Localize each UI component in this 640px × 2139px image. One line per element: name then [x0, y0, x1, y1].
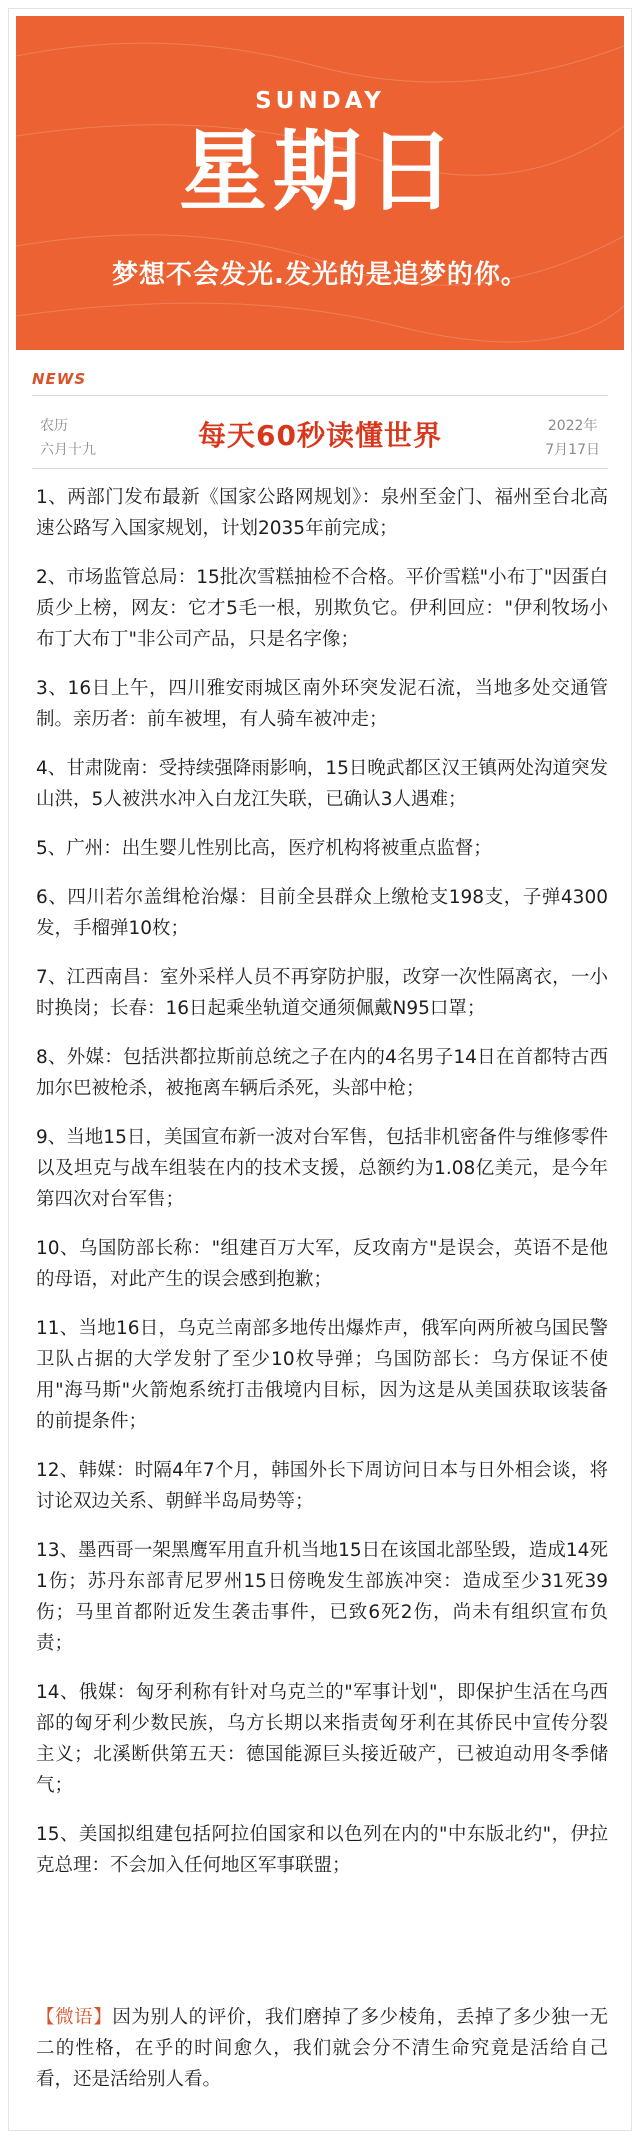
news-item: 4、甘肃陇南：受持续强降雨影响，15日晚武都区汉王镇两处沟道突发山洪，5人被洪水冲入白龙江失联，已确认3人遇难；	[36, 758, 608, 810]
news-item: 5、广州：出生婴儿性别比高，医疗机构将被重点监督；	[36, 838, 492, 859]
banner-slogan: 梦想不会发光.发光的是追梦的你。	[112, 260, 528, 290]
header-divider-bottom	[32, 468, 608, 469]
date-day: 7月17日	[545, 442, 600, 458]
news-item: 11、当地16日，乌克兰南部多地传出爆炸声，俄军向两所被乌国民警卫队占据的大学发射了至少10枚导弹；乌国防部长：乌方保证不使用"海马斯"火箭炮系统打击俄境内目标，因为这是从美国获取该装备的前提条件；	[36, 1318, 608, 1432]
news-item: 1、两部门发布最新《国家公路网规划》：泉州至金门、福州至台北高速公路写入国家规划，计划2035年前完成；	[36, 487, 608, 539]
gregorian-date	[545, 414, 600, 462]
sunday-banner	[16, 16, 624, 350]
date-year: 2022年	[547, 418, 598, 434]
news-item: 8、外媒：包括洪都拉斯前总统之子在内的4名男子14日在首都特古西加尔巴被枪杀，被拖离车辆后杀死，头部中枪；	[36, 1047, 608, 1099]
lunar-label: 农历	[40, 418, 68, 434]
news-item: 15、美国拟组建包括阿拉伯国家和以色列在内的"中东版北约"，伊拉克总理：不会加入任何地区军事联盟；	[36, 1824, 608, 1876]
page-title: 每天60秒读懂世界	[198, 419, 442, 452]
news-item: 3、16日上午，四川雅安雨城区南外环突发泥石流，当地多处交通管制。亲历者：前车被埋，有人骑车被冲走；	[36, 678, 608, 730]
quote-text: 因为别人的评价，我们磨掉了多少棱角，丢掉了多少独一无二的性格，在乎的时间愈久，我们就会分不清生命究竟是活给自己看，还是活给别人看。	[36, 2007, 608, 2090]
news-item: 7、江西南昌：室外采样人员不再穿防护服，改穿一次性隔离衣，一小时换岗；长春：16日起乘坐轨道交通须佩戴N95口罩；	[36, 967, 608, 1019]
news-item: 10、乌国防部长称："组建百万大军，反攻南方"是误会，英语不是他的母语，对此产生的误会感到抱歉；	[36, 1238, 608, 1290]
daily-quote	[36, 2002, 608, 2095]
lunar-day: 六月十九	[40, 442, 96, 458]
header-divider-top	[32, 395, 608, 396]
news-item: 9、当地15日，美国宣布新一波对台军售，包括非机密备件与维修零件以及坦克与战车组装在内的技术支援，总额约为1.08亿美元，是今年第四次对台军售；	[36, 1127, 608, 1210]
news-item: 14、俄媒：匈牙利称有针对乌克兰的"军事计划"，即保护生活在乌西部的匈牙利少数民族，乌方长期以来指责匈牙利在其侨民中宣传分裂主义；北溪断供第五天：德国能源巨头接近破产，已被迫动用冬季储气；	[36, 1682, 608, 1796]
news-tag: NEWS	[32, 370, 87, 388]
news-item: 2、市场监管总局：15批次雪糕抽检不合格。平价雪糕"小布丁"因蛋白质少上榜，网友：它才5毛一根，别欺负它。伊利回应："伊利牧场小布丁大布丁"非公司产品，只是名字像；	[36, 567, 608, 650]
quote-tag: 【微语】	[36, 2007, 113, 2028]
news-item: 6、四川若尔盖缉枪治爆：目前全县群众上缴枪支198支，子弹4300发，手榴弹10枚；	[36, 887, 608, 939]
news-item: 12、韩媒：时隔4年7个月，韩国外长下周访问日本与日外相会谈，将讨论双边关系、朝鲜半岛局势等；	[36, 1460, 608, 1512]
news-list	[36, 482, 608, 1881]
news-item: 13、墨西哥一架黑鹰军用直升机当地15日在该国北部坠毁，造成14死1伤；苏丹东部青尼罗州15日傍晚发生部族冲突：造成至少31死39伤；马里首都附近发生袭击事件，已致6死2伤，尚未有组织宣布负责；	[36, 1540, 608, 1654]
banner-en-title: SUNDAY	[255, 88, 385, 114]
banner-cn-title: 星期日	[178, 120, 461, 223]
